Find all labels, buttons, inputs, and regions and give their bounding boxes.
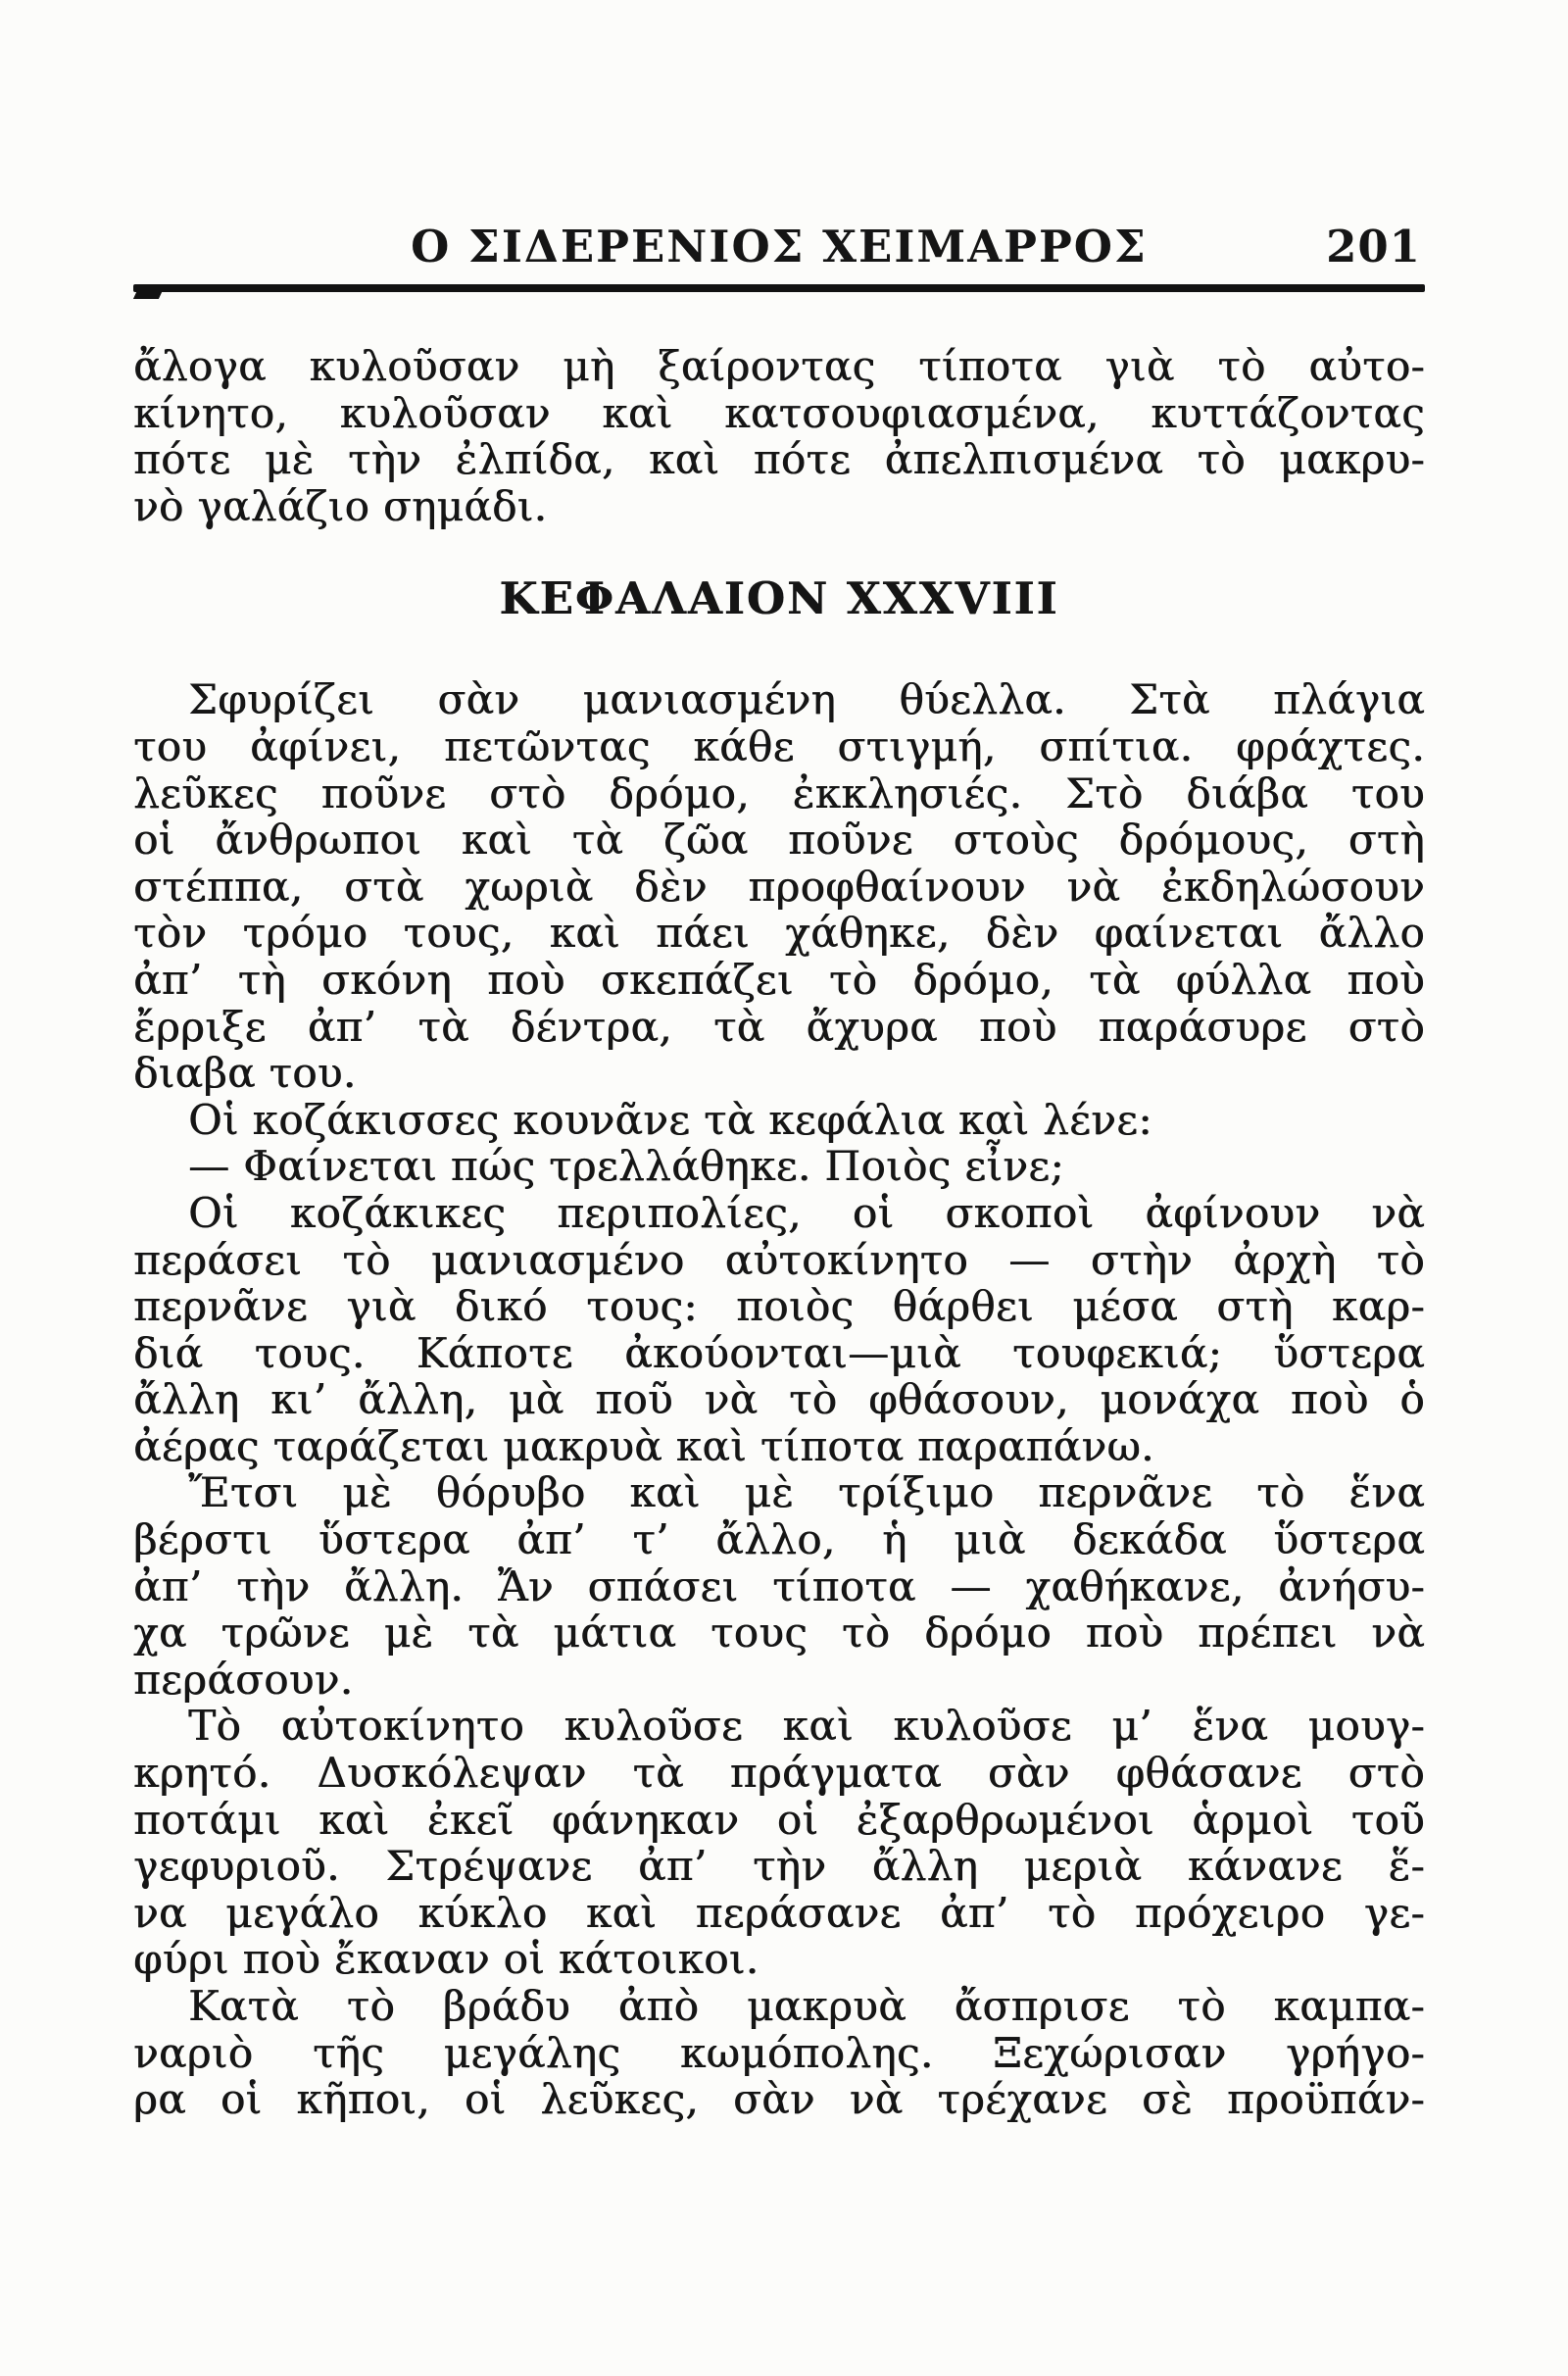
paragraph: [133, 1469, 1425, 1703]
text-line: διά τους. Κάποτε ἀκούονται—μιὰ τουφεκιά; ὕστερα: [133, 1328, 1425, 1377]
text-line: φύρι ποὺ ἔκαναν οἱ κάτοικοι.: [133, 1935, 760, 1984]
text-line: Οἱ κοζάκικες περιπολίες, οἱ σκοποὶ ἀφίνουν νὰ: [188, 1188, 1425, 1237]
text-line: — Φαίνεται πώς τρελλάθηκε. Ποιὸς εἶνε;: [188, 1142, 1064, 1191]
text-line: γεφυριοῦ. Στρέψανε ἀπ’ τὴν ἄλλη μεριὰ κάνανε ἕ-: [133, 1842, 1425, 1891]
text-line: ἀπ’ τὴ σκόνη ποὺ σκεπάζει τὸ δρόμο, τὰ φύλλα ποὺ: [133, 955, 1425, 1004]
text-line: περνᾶνε γιὰ δικό τους: ποιὸς θάρθει μέσα στὴ καρ-: [133, 1282, 1425, 1331]
text-line: Κατὰ τὸ βράδυ ἀπὸ μακρυὰ ἄσπρισε τὸ καμπα-: [188, 1982, 1425, 2030]
text-line: νὸ γαλάζιο σημάδι.: [133, 481, 548, 530]
text-line: τὸν τρόμο τους, καὶ πάει χάθηκε, δὲν φαίνεται ἄλλο: [133, 909, 1425, 958]
paragraph: [133, 1097, 1425, 1144]
text-line: κίνητο, κυλοῦσαν καὶ κατσουφιασμένα, κυττάζοντας: [133, 388, 1425, 437]
text-line: του ἀφίνει, πετῶντας κάθε στιγμή, σπίτια. φράχτες.: [133, 721, 1425, 770]
text-line: περάσει τὸ μανιασμένο αὐτοκίνητο — στὴν ἀρχὴ τὸ: [133, 1235, 1425, 1284]
text-line: ποτάμι καὶ ἐκεῖ φάνηκαν οἱ ἐξαρθρωμένοι ἁρμοὶ τοῦ: [133, 1795, 1425, 1844]
text-line: ναριὸ τῆς μεγάλης κωμόπολης. Ξεχώρισαν γρήγο-: [133, 2028, 1425, 2077]
text-line: ἄλογα κυλοῦσαν μὴ ξαίροντας τίποτα γιὰ τὸ αὐτο-: [133, 342, 1425, 390]
paragraph: [133, 1703, 1425, 1983]
text-line: ἀπ’ τὴν ἄλλη. Ἄν σπάσει τίποτα — χαθήκανε, ἀνήσυ-: [133, 1561, 1425, 1610]
text-line: χα τρῶνε μὲ τὰ μάτια τους τὸ δρόμο ποὺ πρέπει νὰ: [133, 1609, 1425, 1658]
chapter-paragraphs: [133, 676, 1425, 2122]
text-line: βέρστι ὕστερα ἀπ’ τ’ ἄλλο, ἡ μιὰ δεκάδα ὕστερα: [133, 1515, 1425, 1564]
text-block: [133, 343, 1425, 2123]
text-line: Τὸ αὐτοκίνητο κυλοῦσε καὶ κυλοῦσε μ’ ἕνα μουγ-: [188, 1702, 1425, 1751]
text-line: κρητό. Δυσκόλεψαν τὰ πράγματα σὰν φθάσανε στὸ: [133, 1749, 1425, 1798]
text-line: να μεγάλο κύκλο καὶ περάσανε ἀπ’ τὸ πρόχειρο γε-: [133, 1888, 1425, 1937]
text-line: οἱ ἄνθρωποι καὶ τὰ ζῶα ποῦνε στοὺς δρόμους, στὴ: [133, 816, 1425, 865]
text-line: ρα οἱ κῆποι, οἱ λεῦκες, σὰν νὰ τρέχανε σὲ προϋπάν-: [133, 2075, 1425, 2124]
text-line: Σφυρίζει σὰν μανιασμένη θύελλα. Στὰ πλάγια: [188, 675, 1425, 724]
paragraph: [133, 343, 1425, 529]
intro-paragraphs: [133, 343, 1425, 529]
chapter-heading: ΚΕΦΑΛΑΙΟΝ XXXVIII: [499, 572, 1059, 625]
text-line: ἔρριξε ἀπ’ τὰ δέντρα, τὰ ἄχυρα ποὺ παράσυρε στὸ: [133, 1002, 1425, 1051]
paragraph: [133, 1143, 1425, 1190]
running-title: Ο ΣΙΔΕΡΕΝΙΟΣ ΧΕΙΜΑΡΡΟΣ: [411, 221, 1148, 272]
text-line: Ἔτσι μὲ θόρυβο καὶ μὲ τρίξιμο περνᾶνε τὸ ἕνα: [188, 1468, 1425, 1517]
page-header: [135, 222, 1423, 276]
text-line: στέππα, στὰ χωριὰ δὲν προφθαίνουν νὰ ἐκδηλώσουν: [133, 862, 1425, 911]
paragraph: [133, 676, 1425, 1096]
text-line: διαβα του.: [133, 1049, 357, 1098]
paragraph: [133, 1190, 1425, 1470]
text-line: ἄλλη κι’ ἄλλη, μὰ ποῦ νὰ τὸ φθάσουν, μονάχα ποὺ ὁ: [133, 1375, 1425, 1424]
page-number: 201: [1326, 221, 1421, 272]
text-line: περάσουν.: [133, 1655, 354, 1704]
header-rule: [133, 284, 1425, 292]
paragraph: [133, 1983, 1425, 2123]
text-line: ἀέρας ταράζεται μακρυὰ καὶ τίποτα παραπάνω.: [133, 1421, 1154, 1470]
text-line: Οἱ κοζάκισσες κουνᾶνε τὰ κεφάλια καὶ λένε:: [188, 1095, 1152, 1144]
text-line: λεῦκες ποῦνε στὸ δρόμο, ἐκκλησιές. Στὸ διάβα του: [133, 768, 1425, 817]
text-line: πότε μὲ τὴν ἐλπίδα, καὶ πότε ἀπελπισμένα τὸ μακρυ-: [133, 435, 1425, 484]
